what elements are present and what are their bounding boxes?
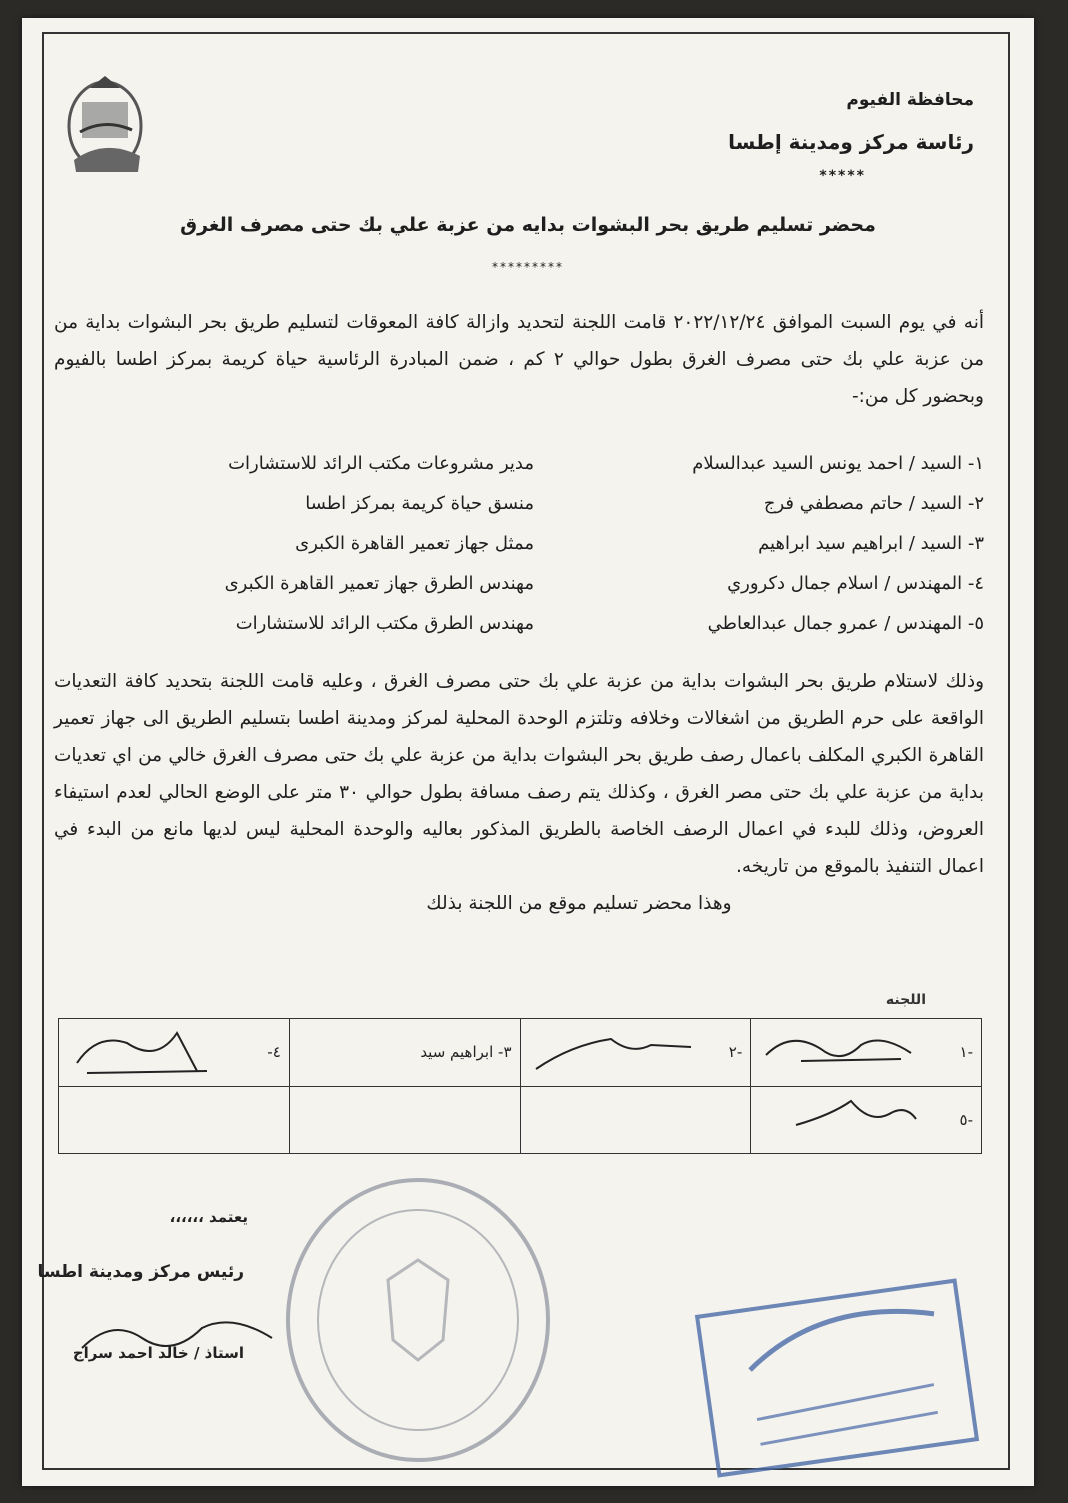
closing-line: وهذا محضر تسليم موقع من اللجنة بذلك — [426, 893, 732, 914]
signature-scribble — [531, 1025, 701, 1079]
approver-name: استاذ / خالد احمد سراج — [72, 1344, 244, 1362]
committee-label: اللجنه — [885, 992, 926, 1008]
attendee-row — [54, 446, 984, 486]
signature-cell — [289, 1019, 520, 1087]
attendee-row — [54, 606, 984, 646]
signature-number: ٤- — [267, 1043, 281, 1062]
governorate-logo — [60, 68, 150, 178]
attendee-role: ممثل جهاز تعمير القاهرة الكبرى — [295, 533, 534, 554]
approval-label: يعتمد ،،،،،، — [169, 1208, 248, 1226]
signature-cell — [751, 1086, 982, 1154]
signature-cell — [751, 1019, 982, 1087]
attendee-row — [54, 526, 984, 566]
signature-cell — [520, 1019, 751, 1087]
attendee-name: ٢- السيد / حاتم مصطفي فرج — [763, 493, 984, 514]
attendees-list — [54, 446, 984, 646]
presidency-name: رئاسة مركز ومدينة إطسا — [728, 130, 974, 154]
attendee-role: مهندس الطرق جهاز تعمير القاهرة الكبرى — [224, 573, 534, 594]
document-page — [22, 18, 1034, 1486]
title-divider: ********* — [492, 260, 564, 274]
signature-scribble — [67, 1023, 217, 1081]
attendee-name: ٤- المهندس / اسلام جمال دكروري — [727, 573, 984, 594]
attendee-name: ٥- المهندس / عمرو جمال عبدالعاطي — [707, 613, 984, 634]
approver-title: رئيس مركز ومدينة اطسا — [37, 1262, 244, 1282]
signature-row — [59, 1086, 982, 1154]
intro-paragraph: أنه في يوم السبت الموافق ٢٠٢٢/١٢/٢٤ قامت اللجنة لتحديد وازالة كافة المعوقات لتسليم طريق بحر البشوات بداية من من عزبة علي بك حتى مصرف الغرق بطول حوالي ٢ كم ، ضمن المبادرة الرئاسية حياة كريمة بمركز اطسا بالفيوم وبحضور كل من:- — [54, 312, 984, 407]
attendee-name: ٣- السيد / ابراهيم سيد ابراهيم — [758, 533, 984, 554]
signature-number: -٥ — [959, 1110, 973, 1129]
signature-cell — [289, 1086, 520, 1154]
attendee-row — [54, 566, 984, 606]
header-divider: ***** — [819, 168, 866, 184]
signature-scribble — [761, 1025, 921, 1079]
attendee-role: منسق حياة كريمة بمركز اطسا — [305, 493, 534, 514]
signature-row — [59, 1019, 982, 1087]
signature-number: -١ — [959, 1043, 973, 1062]
signature-cell — [59, 1019, 290, 1087]
signature-number: ٣- ابراهيم سيد — [420, 1043, 512, 1062]
signature-cell — [520, 1086, 751, 1154]
signature-cell — [59, 1086, 290, 1154]
signature-scribble — [791, 1095, 921, 1145]
signature-number: -٢ — [728, 1043, 743, 1062]
attendee-role: مهندس الطرق مكتب الرائد للاستشارات — [235, 613, 534, 634]
attendee-name: ١- السيد / احمد يونس السيد عبدالسلام — [692, 453, 984, 474]
attendee-row — [54, 486, 984, 526]
attendee-role: مدير مشروعات مكتب الرائد للاستشارات — [228, 453, 534, 474]
signature-table — [58, 1018, 982, 1154]
consultancy-stamp — [692, 1278, 982, 1478]
official-seal — [278, 1170, 558, 1470]
body-text: وذلك لاستلام طريق بحر البشوات بداية من عزبة علي بك حتى مصرف الغرق ، وعليه قامت اللجنة بتحديد كافة التعديات الواقعة على حرم الطريق من اشغالات وخلافه وتلتزم الوحدة المحلية لمركز ومدينة اطسا بتسليم الطريق الى جهاز تعمير القاهرة الكبري المكلف باعمال رصف طريق بحر البشوات بداية من عزبة علي بك حتى مصرف الغرق خالي من اي تعديات بداية من عزبة علي بك حتى مصر الغرق ، وكذلك يتم رصف مسافة بطول حوالي ٣٠ متر على الوضع الحالي لعدم استيفاء العروض، وذلك للبدء في اعمال الرصف الخاصة بالطريق المذكور بعاليه والوحدة المحلية ليس لديها مانع من البدء في اعمال التنفيذ بالموقع من تاريخه. — [54, 671, 985, 877]
document-title: محضر تسليم طريق بحر البشوات بدايه من عزبة علي بك حتى مصرف الغرق — [180, 214, 876, 236]
governorate-name: محافظة الفيوم — [846, 90, 974, 110]
body-paragraph — [54, 663, 984, 922]
